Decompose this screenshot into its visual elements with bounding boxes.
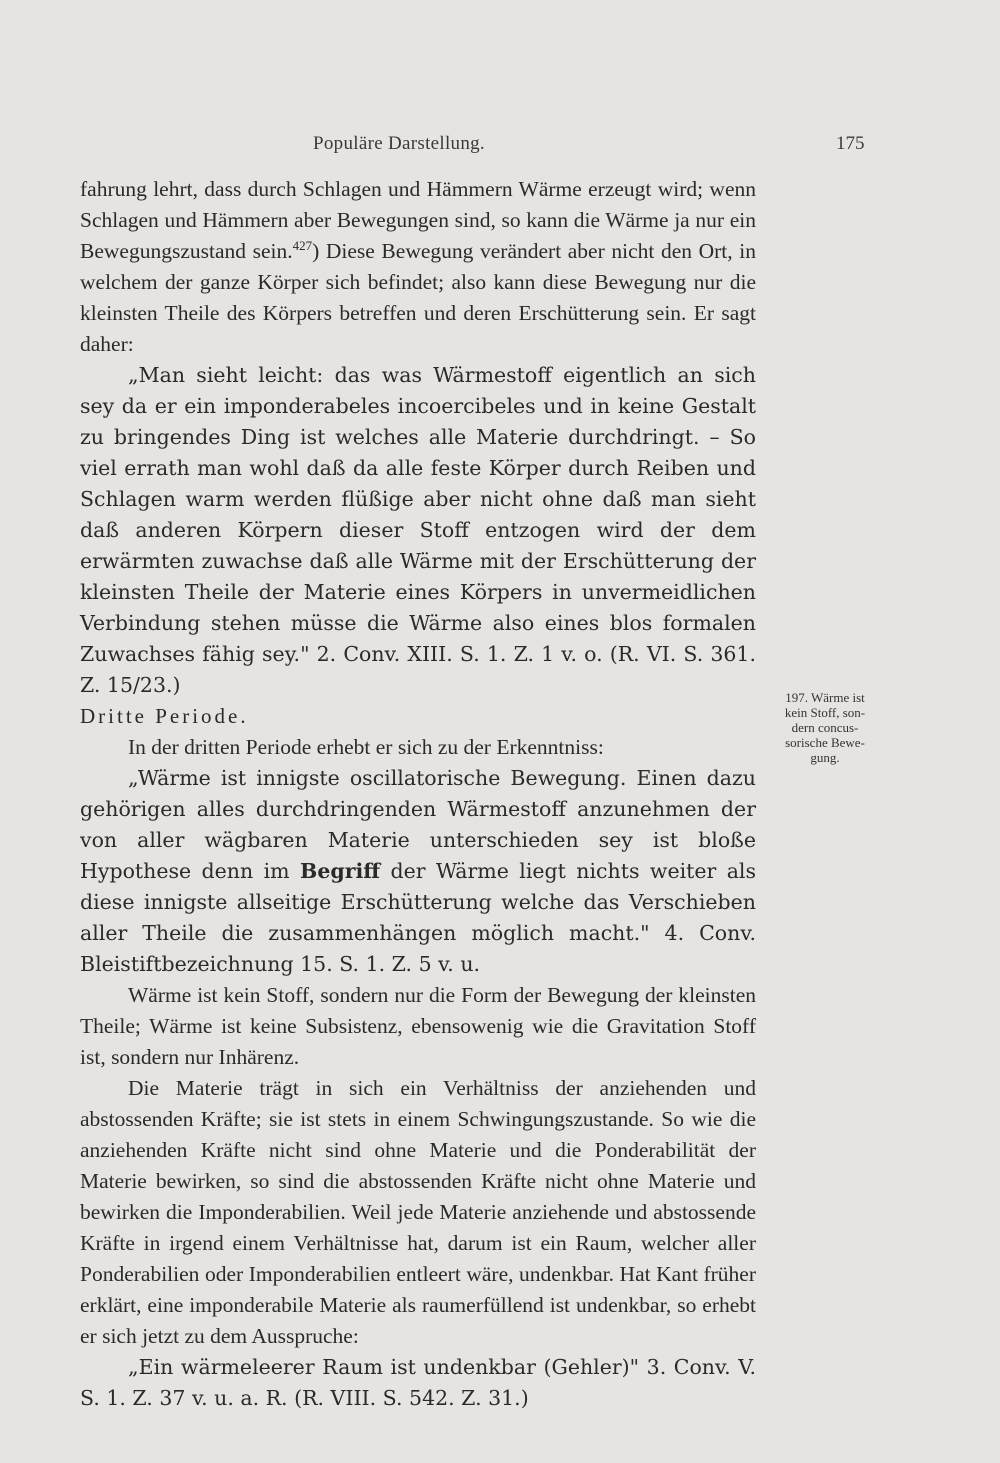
- paragraph-3: Wärme ist kein Stoff, sondern nur die Form der Bewegung der kleinsten Theile; Wärme ist keine Subsistenz, ebensowenig wie die Gravitation Stoff ist, sondern nur Inhärenz.: [80, 983, 756, 1069]
- margin-note-line: 197. Wärme ist: [785, 690, 865, 705]
- quote-2: [80, 763, 756, 980]
- paragraph-1-text-a: fahrung lehrt, dass durch Schlagen und Hämmern Wärme erzeugt wird; wenn Schlagen und Hämmern aber Bewegungen sind, so kann die Wärme ja nur ein Bewegungszustand sein.: [80, 177, 756, 263]
- main-text: [80, 174, 756, 1414]
- margin-note-line: dern concus-: [791, 720, 859, 735]
- page-number: 175: [836, 133, 865, 154]
- paragraph-1: [80, 174, 756, 360]
- running-title: Populäre Darstellung.: [313, 133, 485, 154]
- margin-note: [760, 690, 890, 765]
- quote-2-text-a: „Wärme ist innigste oscillatorische Bewegung. Einen dazu gehörigen alles durchdringenden Wärmestoff anzunehmen der von aller wägbaren Materie unterschieden sey ist bloße Hypothese denn im: [80, 766, 756, 883]
- quote-2-emphasis: Begriff: [300, 859, 381, 883]
- quote-1: „Man sieht leicht: das was Wärmestoff eigentlich an sich sey da er ein imponderabeles incoercibeles und in keine Gestalt zu bringendes Ding ist welches alle Materie durchdringt. – So viel errath man wohl daß da alle feste Körper durch Reiben und Schlagen warm werden flüßige aber nicht ohne daß man sieht daß anderen Körpern dieser Stoff entzogen wird der dem erwärmten zuwachse daß alle Wärme mit der Erschütterung der kleinsten Theile der Materie eines Körpers in unvermeidlichen Verbindung stehen müsse die Wärme also eines blos formalen Zuwachses fähig sey." 2. Conv. XIII. S. 1. Z. 1 v. o. (R. VI. S. 361. Z. 15/23.): [80, 363, 756, 697]
- paragraph-4: Die Materie trägt in sich ein Verhältniss der anziehenden und abstossenden Kräfte; sie ist stets in einem Schwingungszustande. So wie die anziehenden Kräfte nicht sind ohne Materie und die Ponderabilität der Materie bewirken, so sind die abstossenden Kräfte nicht ohne Materie und bewirken die Imponderabilien. Weil jede Materie anziehende und abstossende Kräfte in irgend einem Verhältnisse hat, darum ist ein Raum, welcher aller Ponderabilien oder Imponderabilien entleert wäre, undenkbar. Hat Kant früher erklärt, eine imponderabile Materie als raumerfüllend ist undenkbar, so erhebt er sich jetzt zu dem Ausspruche:: [80, 1076, 756, 1348]
- page-header: [0, 133, 1000, 157]
- footnote-ref: 427: [292, 237, 313, 253]
- margin-note-line: kein Stoff, son-: [784, 705, 866, 720]
- quote-2-text-b: der Wärme liegt nichts weiter als diese innigste allseitige Erschütterung welche das Verschieben aller Theile die zusammenhängen möglich macht." 4. Conv. Bleistiftbezeichnung 15. S. 1. Z. 5 v. u.: [80, 859, 756, 976]
- margin-note-line: gung.: [810, 750, 840, 765]
- margin-note-line: sorische Bewe-: [785, 735, 865, 750]
- quote-3: „Ein wärmeleerer Raum ist undenkbar (Gehler)" 3. Conv. V. S. 1. Z. 37 v. u. a. R. (R. VIII. S. 542. Z. 31.): [80, 1355, 756, 1410]
- paragraph-1-text-b: ) Diese Bewegung verändert aber nicht den Ort, in welchem der ganze Körper sich befindet; also kann diese Bewegung nur die kleinsten Theile des Körpers betreffen und deren Erschütterung sein. Er sagt daher:: [80, 239, 756, 356]
- paragraph-2: In der dritten Periode erhebt er sich zu der Erkenntniss:: [128, 735, 604, 759]
- section-heading: Dritte Periode.: [80, 704, 249, 728]
